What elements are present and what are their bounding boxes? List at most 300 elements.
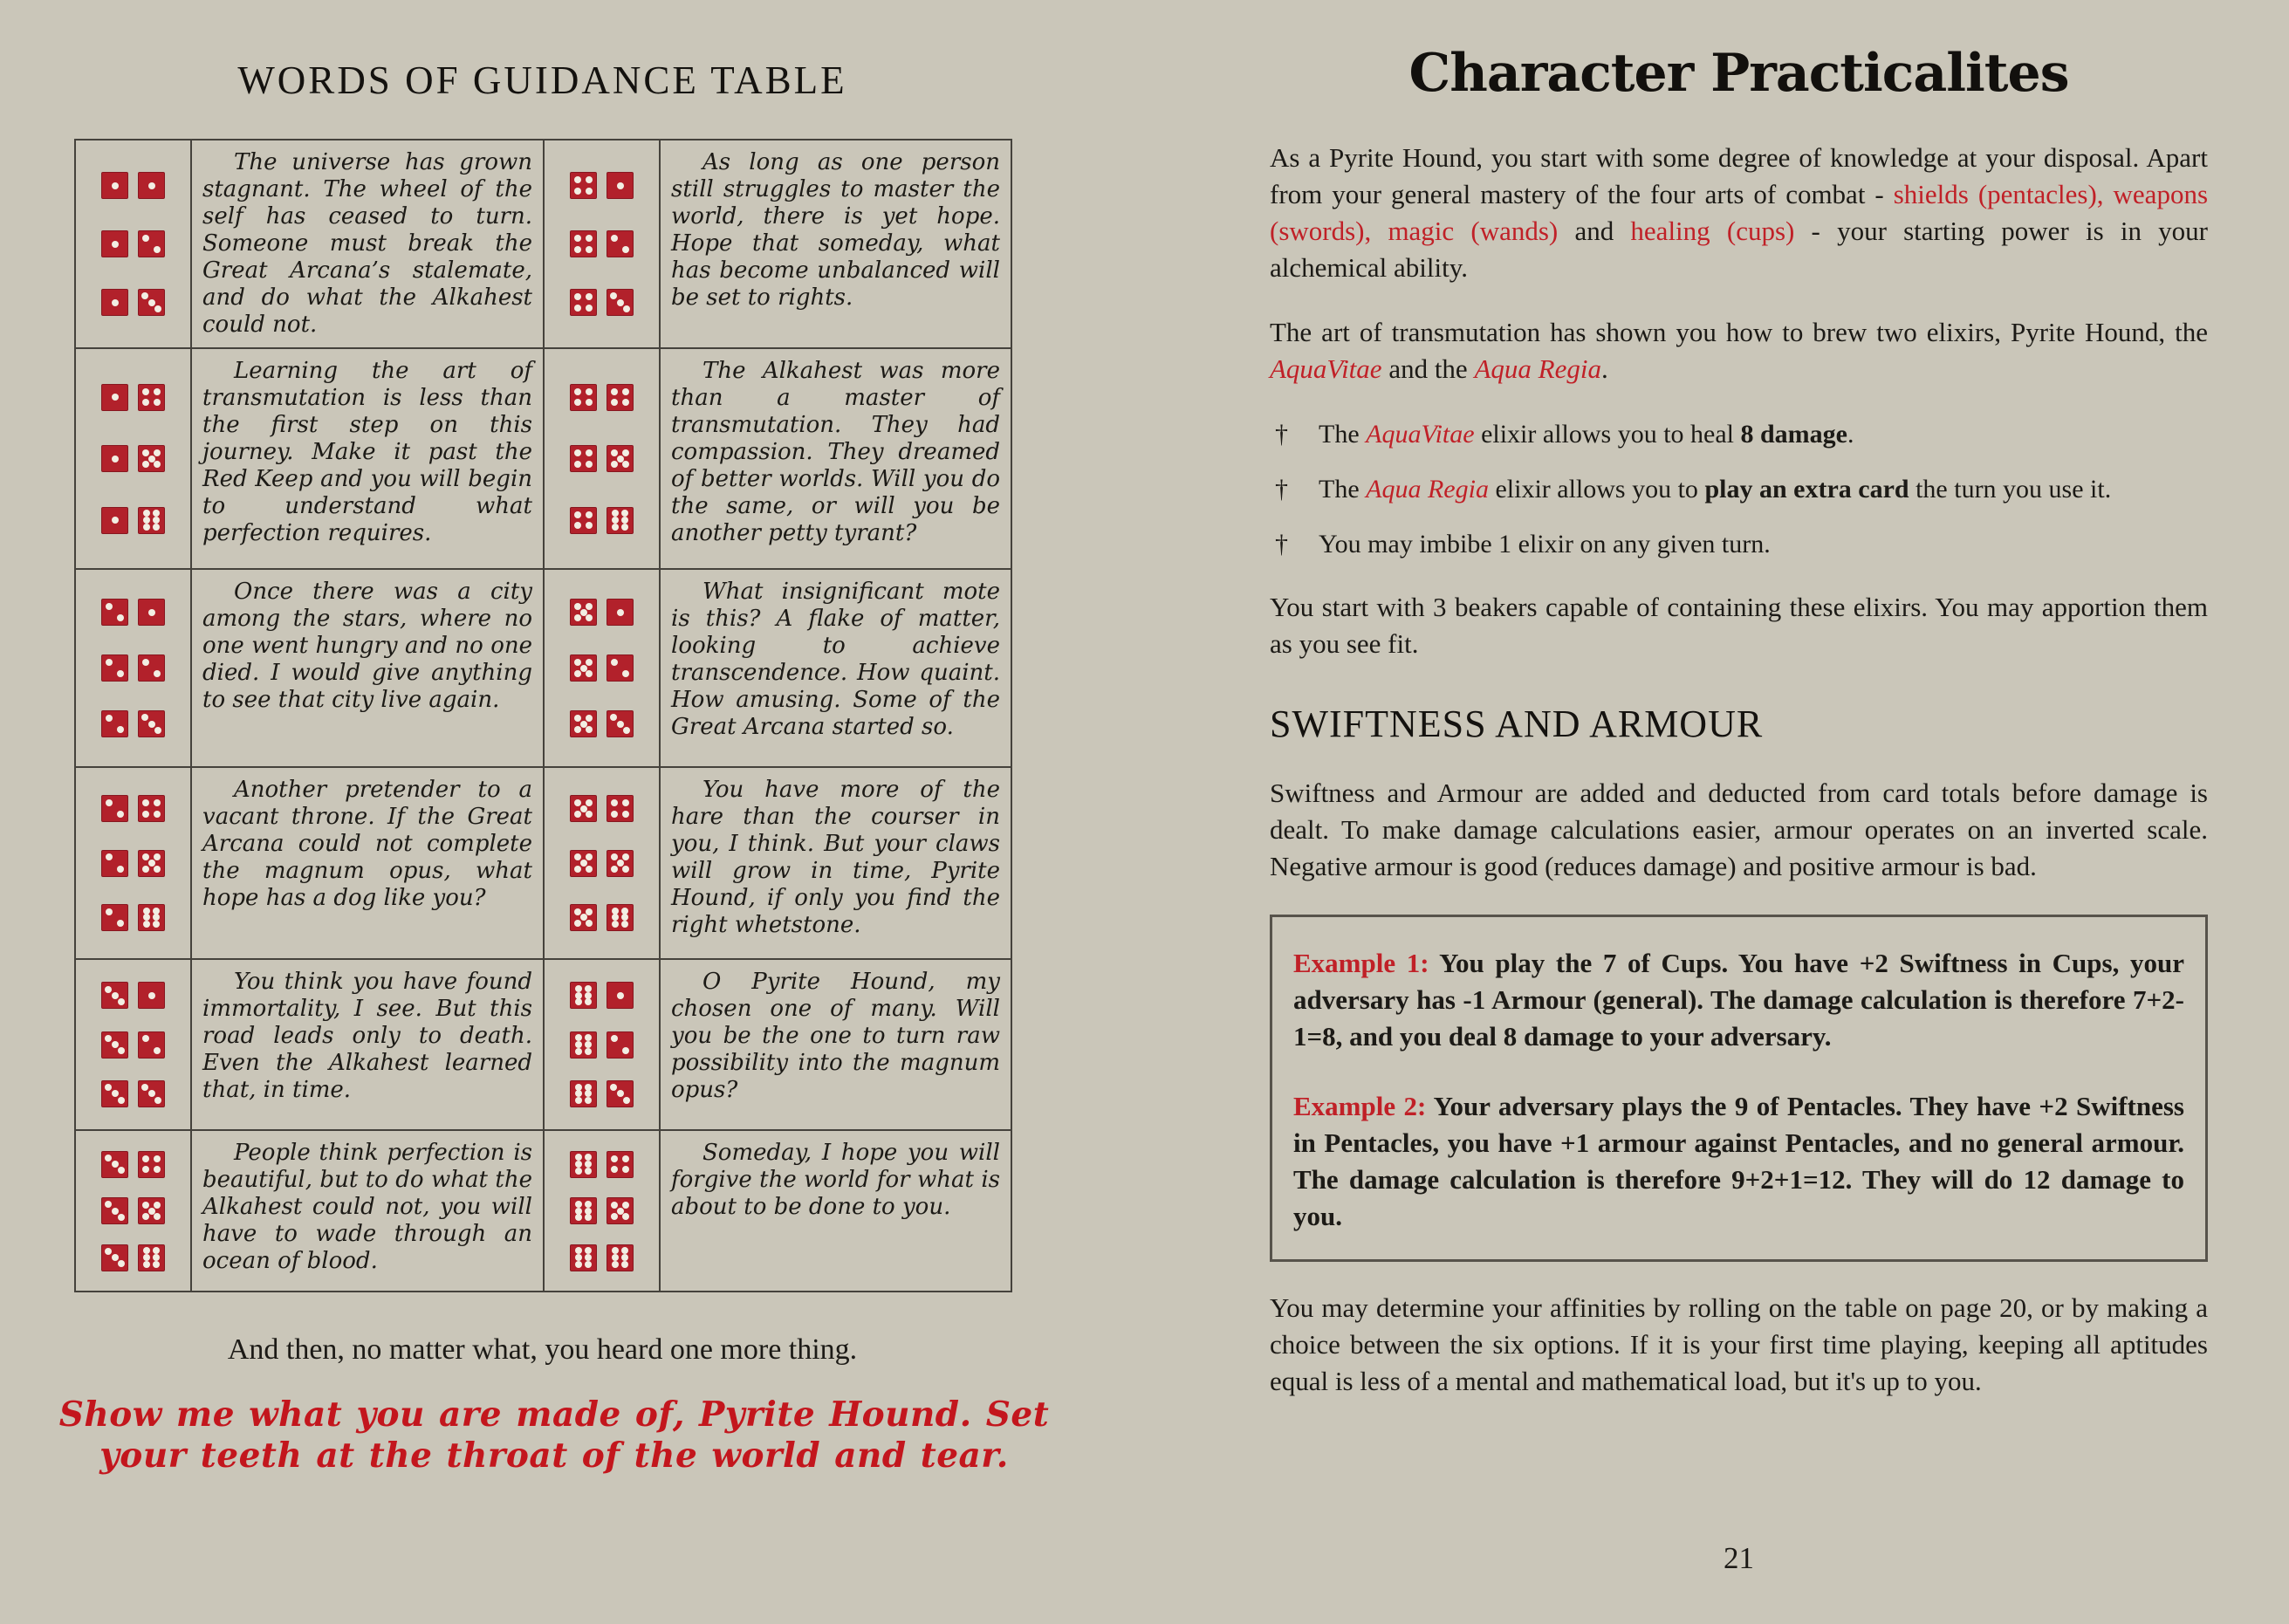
die-pip — [574, 176, 581, 183]
guidance-text-cell — [191, 140, 544, 348]
dice-pair — [570, 710, 634, 737]
die-pip — [622, 1155, 629, 1162]
die-pip — [586, 603, 593, 610]
die-pip — [154, 1097, 161, 1104]
die-pip — [118, 1260, 125, 1267]
die-pip — [617, 992, 624, 999]
die-pip — [574, 866, 581, 873]
die-pip — [585, 1214, 592, 1221]
dice-pair — [101, 1151, 165, 1178]
dice-pair — [570, 904, 634, 931]
die-pip — [105, 1035, 112, 1042]
die-pip — [142, 235, 149, 242]
guidance-text-cell — [660, 1130, 1011, 1292]
die-pip — [148, 456, 155, 463]
beakers-paragraph: You start with 3 beakers capable of containing these elixirs. You may apportion them as you see fit. — [1270, 592, 2208, 659]
die-pip — [141, 292, 148, 299]
die-pip — [105, 1248, 112, 1255]
die-face-5 — [570, 850, 597, 877]
die-pip — [575, 1048, 582, 1055]
text-segment: As a Pyrite Hound, you start with some degree of knowledge at your disposal. Apart from your general mastery of the four arts of combat - — [1270, 142, 2208, 209]
guidance-text-cell — [191, 767, 544, 959]
die-face-5 — [607, 850, 634, 877]
die-pip — [106, 715, 113, 722]
die-pip — [586, 246, 593, 253]
dagger-bullet-icon: † — [1275, 530, 1288, 558]
die-pip — [574, 811, 581, 818]
die-pip — [574, 920, 581, 927]
die-pip — [580, 914, 587, 921]
dice-pair — [570, 982, 634, 1009]
dice-stack — [76, 768, 190, 958]
die-pip — [621, 524, 628, 531]
text-segment: You may imbibe 1 elixir on any given turn. — [1319, 530, 1771, 558]
guidance-text: Another pretender to a vacant throne. If the Great Arcana could not complete the magnum opus, what hope has a dog like you? — [202, 777, 532, 911]
die-pip — [610, 714, 617, 721]
dice-pair — [570, 172, 634, 199]
die-pip — [148, 1208, 155, 1215]
die-face-2 — [101, 850, 128, 877]
die-pip — [112, 1254, 119, 1261]
die-pip — [105, 1155, 112, 1161]
die-pip — [105, 1201, 112, 1208]
words-of-guidance-table — [74, 139, 1012, 1292]
page-number: 21 — [1724, 1541, 1754, 1575]
die-pip — [622, 866, 629, 873]
die-pip — [611, 659, 618, 666]
die-pip — [586, 920, 593, 927]
die-pip — [574, 799, 581, 806]
dice-pair — [101, 445, 165, 472]
table-row — [75, 348, 1011, 569]
die-pip — [586, 305, 593, 312]
die-pip — [574, 715, 581, 722]
text-segment: shields (pentacles), weapons (swords), magic (wands) — [1270, 179, 2209, 246]
die-face-3 — [138, 710, 165, 737]
die-pip — [148, 992, 155, 999]
die-pip — [148, 609, 155, 616]
die-pip — [611, 1213, 618, 1220]
die-pip — [154, 388, 161, 395]
text-segment: the turn you use it. — [1909, 475, 2112, 504]
dice-stack — [76, 960, 190, 1129]
die-face-6 — [607, 1244, 634, 1271]
die-pip — [574, 670, 581, 677]
swiftness-armour-heading: SWIFTNESS AND ARMOUR — [1270, 702, 1764, 745]
die-pip — [612, 921, 619, 928]
die-face-6 — [570, 1151, 597, 1178]
die-pip — [586, 659, 593, 666]
dice-stack — [545, 570, 659, 766]
die-face-3 — [607, 1080, 634, 1107]
guidance-text-cell — [660, 767, 1011, 959]
die-face-4 — [607, 384, 634, 411]
die-pip — [154, 399, 161, 406]
die-pip — [617, 299, 624, 306]
text-segment: 8 damage — [1740, 420, 1847, 449]
die-pip — [585, 1097, 592, 1104]
die-pip — [611, 449, 618, 456]
die-pip — [586, 461, 593, 468]
die-pip — [142, 449, 149, 456]
die-pip — [154, 853, 161, 860]
dice-roll-cell — [75, 348, 191, 569]
die-face-4 — [138, 795, 165, 822]
die-pip — [622, 799, 629, 806]
die-pip — [117, 866, 124, 873]
die-pip — [617, 1090, 624, 1097]
die-face-2 — [138, 1031, 165, 1059]
text-segment: elixir allows you to — [1488, 475, 1705, 504]
dice-pair — [101, 230, 165, 257]
die-pip — [585, 998, 592, 1005]
text-segment: AquaVitae — [1270, 353, 1382, 384]
die-face-4 — [138, 384, 165, 411]
die-face-6 — [138, 904, 165, 931]
guidance-text: Someday, I hope you will forgive the world for what is about to be done to you. — [671, 1140, 1000, 1220]
dice-stack — [545, 349, 659, 568]
die-pip — [622, 811, 629, 818]
die-pip — [575, 1097, 582, 1104]
die-pip — [117, 920, 124, 927]
text-segment: and the — [1381, 353, 1475, 384]
die-pip — [580, 860, 587, 867]
die-pip — [118, 1214, 125, 1221]
dice-pair — [101, 507, 165, 534]
die-pip — [112, 517, 119, 524]
die-pip — [586, 235, 593, 242]
die-pip — [611, 799, 618, 806]
die-pip — [154, 1155, 161, 1162]
text-segment: Example 1: — [1293, 947, 1440, 978]
die-pip — [585, 1261, 592, 1268]
die-face-1 — [138, 982, 165, 1009]
die-face-2 — [101, 599, 128, 626]
text-segment: - your starting power is in your alchemical ability. — [1270, 216, 2208, 283]
swiftness-armour-paragraph: Swiftness and Armour are added and deducted from card totals before damage is dealt. To make damage calculations easier, armour operates on an inverted scale. Negative armour is good (reduces damage) and positive armour is bad. — [1270, 777, 2208, 881]
dice-pair — [570, 230, 634, 257]
die-pip — [148, 1090, 155, 1097]
die-pip — [118, 1047, 125, 1054]
die-pip — [574, 603, 581, 610]
table-row — [75, 140, 1011, 348]
die-pip — [586, 853, 593, 860]
die-face-4 — [138, 1151, 165, 1178]
die-face-4 — [570, 445, 597, 472]
die-pip — [621, 1261, 628, 1268]
die-pip — [586, 726, 593, 733]
dice-stack — [545, 1131, 659, 1291]
dice-pair — [101, 654, 165, 682]
after-table-line: And then, no matter what, you heard one more thing. — [227, 1333, 858, 1366]
die-pip — [622, 399, 629, 406]
die-pip — [586, 811, 593, 818]
die-face-4 — [570, 172, 597, 199]
die-pip — [586, 799, 593, 806]
dice-roll-cell — [544, 959, 660, 1130]
die-pip — [611, 811, 618, 818]
table-row — [75, 959, 1011, 1130]
die-pip — [575, 998, 582, 1005]
guidance-text-cell — [191, 569, 544, 767]
die-pip — [148, 299, 155, 306]
die-face-5 — [570, 795, 597, 822]
guidance-text-cell — [191, 348, 544, 569]
die-pip — [106, 799, 113, 806]
dice-stack — [545, 960, 659, 1129]
die-pip — [574, 908, 581, 915]
die-face-4 — [607, 795, 634, 822]
dice-pair — [570, 795, 634, 822]
guidance-text-cell — [191, 1130, 544, 1292]
die-pip — [612, 524, 619, 531]
die-pip — [586, 399, 593, 406]
die-face-5 — [570, 904, 597, 931]
dice-roll-cell — [544, 140, 660, 348]
die-pip — [611, 1035, 618, 1042]
dice-pair — [101, 850, 165, 877]
dice-stack — [76, 570, 190, 766]
dice-roll-cell — [544, 569, 660, 767]
die-pip — [586, 522, 593, 529]
die-pip — [617, 860, 624, 867]
die-pip — [617, 182, 624, 189]
dice-pair — [101, 795, 165, 822]
die-pip — [586, 293, 593, 300]
die-pip — [154, 1166, 161, 1173]
die-pip — [580, 665, 587, 672]
die-pip — [154, 670, 161, 677]
text-segment: You play the 7 of Cups. You have +2 Swiftness in Cups, your adversary has -1 Armour (general). The damage calculation is therefore 7+2-1=8, and you deal 8 damage to your adversary. — [1293, 947, 2184, 1052]
die-pip — [118, 1167, 125, 1174]
die-pip — [622, 246, 629, 253]
die-pip — [106, 659, 113, 666]
die-face-3 — [101, 1080, 128, 1107]
die-pip — [117, 811, 124, 818]
die-pip — [142, 399, 149, 406]
die-pip — [575, 1168, 582, 1175]
die-face-3 — [101, 1151, 128, 1178]
dice-pair — [570, 1197, 634, 1224]
dice-pair — [570, 850, 634, 877]
die-pip — [574, 511, 581, 518]
guidance-text: Once there was a city among the stars, where no one went hungry and no one died. I would give anything to see that city live again. — [202, 579, 532, 713]
table-row — [75, 569, 1011, 767]
right-page — [1270, 0, 2208, 1624]
affinities-paragraph: You may determine your affinities by rolling on the table on page 20, or by making a choice between the six options. If it is your first time playing, keeping all aptitudes equal is less of a mental and mathematical load, but it's up to you. — [1270, 1292, 2208, 1396]
die-pip — [575, 1261, 582, 1268]
elixir-rules-list — [1270, 417, 2208, 561]
die-face-3 — [607, 710, 634, 737]
die-pip — [612, 1261, 619, 1268]
left-page — [0, 0, 1144, 1624]
die-face-1 — [101, 445, 128, 472]
die-face-1 — [607, 599, 634, 626]
die-pip — [154, 1202, 161, 1209]
die-pip — [585, 1048, 592, 1055]
die-pip — [153, 921, 160, 928]
die-pip — [112, 1208, 119, 1215]
die-pip — [574, 461, 581, 468]
list-item-text — [1319, 530, 1771, 558]
die-pip — [574, 188, 581, 195]
guidance-text: The Alkahest was more than a master of transmutation. They had compassion. They dreamed of better worlds. Will you do the same, or will you be another petty tyrant? — [671, 358, 1000, 546]
die-face-1 — [138, 172, 165, 199]
dice-pair — [101, 289, 165, 316]
die-pip — [118, 1097, 125, 1104]
die-pip — [574, 659, 581, 666]
die-pip — [586, 715, 593, 722]
die-pip — [112, 1090, 119, 1097]
die-pip — [141, 714, 148, 721]
die-face-4 — [570, 230, 597, 257]
die-pip — [585, 1168, 592, 1175]
text-segment: . — [1847, 420, 1854, 449]
text-segment: AquaVitae — [1366, 420, 1475, 449]
die-face-1 — [101, 384, 128, 411]
die-pip — [153, 524, 160, 531]
text-segment: The art of transmutation has shown you how to brew two elixirs, Pyrite Hound, the — [1270, 317, 2208, 347]
die-pip — [580, 805, 587, 812]
die-pip — [142, 1213, 149, 1220]
die-face-2 — [101, 904, 128, 931]
die-pip — [142, 853, 149, 860]
guidance-text: Learning the art of transmutation is less than the first step on this journey. Make it past the Red Keep and you will begin to understand what perfection requires. — [202, 358, 532, 546]
die-face-3 — [138, 289, 165, 316]
die-pip — [622, 1202, 629, 1209]
guidance-text: You think you have found immortality, I see. But this road leads only to death. Even the Alkahest learned that, in time. — [202, 969, 532, 1103]
die-face-1 — [101, 507, 128, 534]
die-pip — [112, 1041, 119, 1048]
die-pip — [106, 908, 113, 915]
guidance-text: People think perfection is beautiful, but to do what the Alkahest could not, you will have to wade through an ocean of blood. — [202, 1140, 532, 1274]
die-pip — [623, 305, 630, 312]
examples-box — [1270, 915, 2208, 1262]
die-face-4 — [570, 289, 597, 316]
intro-paragraph — [1270, 140, 2208, 286]
dice-stack — [76, 1131, 190, 1291]
die-pip — [142, 1155, 149, 1162]
example-1 — [1293, 945, 2184, 1055]
dice-pair — [570, 1031, 634, 1059]
text-segment: The — [1319, 475, 1367, 504]
dice-stack — [76, 349, 190, 568]
dice-pair — [570, 654, 634, 682]
table-row — [75, 1130, 1011, 1292]
dice-pair — [570, 507, 634, 534]
die-pip — [117, 614, 124, 621]
die-pip — [622, 388, 629, 395]
die-pip — [574, 449, 581, 456]
character-practicalities-title: Character Practicalites — [1408, 43, 2069, 104]
guidance-text-cell — [660, 348, 1011, 569]
die-face-3 — [607, 289, 634, 316]
die-pip — [586, 614, 593, 621]
alkahest-quote: Show me what you are made of, Pyrite Hound. Set your teeth at the throat of the world and tear. — [58, 1394, 1050, 1477]
die-pip — [574, 293, 581, 300]
die-face-1 — [607, 172, 634, 199]
die-pip — [574, 522, 581, 529]
dice-pair — [570, 289, 634, 316]
die-face-4 — [570, 507, 597, 534]
die-pip — [142, 1166, 149, 1173]
dice-pair — [101, 710, 165, 737]
guidance-text-cell — [660, 569, 1011, 767]
dice-pair — [570, 445, 634, 472]
guidance-text: O Pyrite Hound, my chosen one of many. Will you be the one to turn raw possibility into the magnum opus? — [671, 969, 1000, 1103]
die-face-6 — [138, 507, 165, 534]
list-item-text — [1319, 475, 2111, 504]
die-face-6 — [138, 1244, 165, 1271]
table-row — [75, 767, 1011, 959]
die-pip — [617, 721, 624, 728]
die-pip — [622, 1166, 629, 1173]
die-pip — [575, 1214, 582, 1221]
die-face-3 — [101, 1197, 128, 1224]
die-pip — [586, 176, 593, 183]
die-pip — [574, 305, 581, 312]
die-face-5 — [138, 1197, 165, 1224]
guidance-text-cell — [191, 959, 544, 1130]
die-pip — [154, 727, 161, 734]
guidance-table-title: WORDS OF GUIDANCE TABLE — [237, 58, 847, 102]
list-item-text — [1319, 420, 1854, 449]
die-pip — [611, 235, 618, 242]
die-face-6 — [570, 1244, 597, 1271]
die-pip — [574, 614, 581, 621]
die-pip — [574, 235, 581, 242]
dice-roll-cell — [75, 569, 191, 767]
die-pip — [112, 182, 119, 189]
guidance-text: As long as one person still struggles to master the world, there is yet hope. Hope that someday, what has become unbalanced will be set to rights. — [671, 149, 1000, 311]
die-pip — [617, 1208, 624, 1215]
dice-pair — [570, 1244, 634, 1271]
text-segment: Your adversary plays the 9 of Pentacles. They have +2 Swiftness in Pentacles, you have +1 armour against Pentacles, and no general armour. The damage calculation is therefore 9+2+1=12. They will do 12 damage to you. — [1293, 1090, 2184, 1231]
die-pip — [154, 461, 161, 468]
dice-roll-cell — [75, 1130, 191, 1292]
dice-roll-cell — [544, 767, 660, 959]
die-pip — [143, 1261, 150, 1268]
die-pip — [112, 1161, 119, 1168]
die-face-5 — [570, 654, 597, 682]
die-pip — [154, 811, 161, 818]
die-pip — [112, 456, 119, 463]
die-face-5 — [570, 599, 597, 626]
die-pip — [574, 726, 581, 733]
text-segment: elixir allows you to heal — [1474, 420, 1741, 449]
die-face-1 — [101, 172, 128, 199]
dice-stack — [545, 768, 659, 958]
die-pip — [586, 866, 593, 873]
die-pip — [154, 449, 161, 456]
die-face-6 — [570, 1197, 597, 1224]
die-pip — [580, 609, 587, 616]
list-item — [1270, 472, 2208, 506]
die-pip — [142, 799, 149, 806]
die-pip — [153, 1261, 160, 1268]
die-pip — [142, 461, 149, 468]
die-pip — [622, 853, 629, 860]
die-pip — [574, 853, 581, 860]
die-pip — [112, 241, 119, 248]
text-segment: Aqua Regia — [1366, 475, 1489, 504]
die-pip — [610, 1084, 617, 1091]
die-pip — [143, 921, 150, 928]
die-pip — [118, 998, 125, 1005]
guidance-text-cell — [660, 140, 1011, 348]
die-pip — [610, 292, 617, 299]
die-pip — [148, 182, 155, 189]
